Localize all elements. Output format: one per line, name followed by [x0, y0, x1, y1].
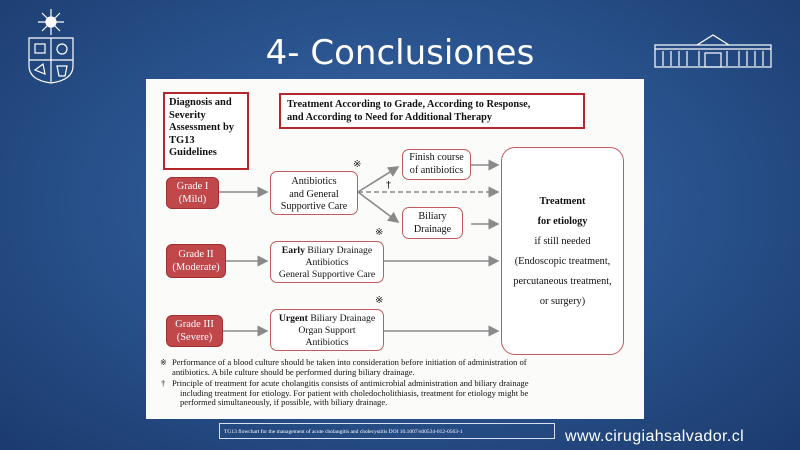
reference-mark: ※	[375, 227, 384, 238]
grade-3-label: Grade III	[175, 319, 214, 330]
biliary-drainage-line: Biliary	[418, 211, 447, 222]
treatment-text: Biliary Drainage	[304, 245, 373, 256]
finish-course-box	[402, 149, 471, 180]
assessment-line: Severity	[169, 109, 206, 121]
treatment-line: Supportive Care	[280, 201, 348, 212]
footnote-line: Principle of treatment for acute cholangitis consists of antimicrobial administration and biliary drainage	[172, 378, 529, 388]
treatment-text: Biliary Drainage	[307, 313, 376, 324]
footnote-line: Performance of a blood culture should be taken into consideration before initiation of administration of	[172, 357, 527, 367]
etiology-line: (Endoscopic treatment,	[514, 256, 611, 267]
treatment-line: and General	[289, 188, 339, 200]
reference-mark: ※	[375, 295, 384, 306]
finish-course-line: Finish course	[409, 152, 464, 163]
dagger-mark: †	[386, 180, 391, 191]
biliary-drainage-box	[402, 207, 463, 239]
grade-3-treatment-box	[270, 309, 384, 351]
footnote-symbol: ※	[160, 358, 167, 367]
urgency-word: Urgent	[278, 313, 308, 324]
footnote-principle	[160, 379, 640, 408]
grade-1-box	[166, 177, 219, 209]
assessment-line: Diagnosis and	[169, 97, 232, 108]
assessment-line: Guidelines	[169, 147, 217, 159]
grade-2-label: Grade II	[178, 249, 214, 260]
treatment-header-line: and According to Need for Additional Therapy	[287, 112, 493, 123]
slide-title: 4- Conclusiones	[265, 33, 535, 73]
grade-2-treatment-box	[270, 241, 384, 283]
figure-caption: TG13 flowchart for the management of acute cholangitis and cholecystitis DOI 10.1007/s00534-012-0563-1	[219, 423, 555, 439]
university-crest-logo	[25, 8, 77, 84]
biliary-drainage-line: Drainage	[413, 223, 452, 235]
etiology-line: percutaneous treatment,	[513, 276, 612, 287]
grade-1-severity: (Mild)	[178, 194, 207, 205]
assessment-line: TG13	[169, 134, 195, 146]
treatment-line: Antibiotics	[291, 176, 337, 187]
treatment-line: General Supportive Care	[278, 269, 376, 281]
etiology-title: Treatment	[539, 196, 586, 207]
treatment-line: Antibiotics	[305, 337, 349, 349]
grade-1-treatment-box	[270, 171, 358, 215]
grade-3-treatment-line-1	[271, 313, 383, 325]
assessment-box	[163, 92, 249, 170]
website-url: www.cirugiahsalvador.cl	[565, 428, 745, 445]
treatment-header-box	[279, 93, 585, 129]
footnote-culture	[160, 358, 640, 377]
footnote-symbol: †	[161, 378, 166, 388]
footnote-line: performed simultaneously, if possible, with biliary drainage.	[180, 397, 388, 408]
footnote-line: antibiotics. A bile culture should be performed during biliary drainage.	[172, 366, 415, 377]
grade-1-label: Grade I	[176, 181, 209, 192]
etiology-line: or surgery)	[539, 296, 586, 307]
treatment-header-line: Treatment According to Grade, According to Response,	[287, 99, 531, 110]
footnote-line: including treatment for etiology. For patient with choledocholithiasis, treatment for etiology might be	[180, 387, 529, 398]
hospital-building-logo	[653, 33, 773, 69]
tg13-flowchart-figure	[146, 79, 644, 419]
grade-3-severity: (Severe)	[176, 332, 213, 343]
etiology-title: for etiology	[537, 216, 588, 227]
grade-2-box	[166, 244, 226, 278]
finish-course-line: of antibiotics	[409, 164, 464, 176]
treatment-line: Organ Support	[298, 325, 356, 337]
reference-mark: ※	[353, 159, 362, 170]
assessment-line: Assessment by	[169, 122, 235, 134]
grade-3-box	[166, 315, 223, 347]
urgency-word: Early	[281, 245, 305, 256]
grade-2-treatment-line-1	[271, 245, 383, 257]
treatment-line: Antibiotics	[305, 257, 349, 269]
grade-2-severity: (Moderate)	[172, 262, 220, 273]
etiology-treatment-box	[501, 147, 624, 355]
etiology-line: if still needed	[534, 236, 591, 247]
